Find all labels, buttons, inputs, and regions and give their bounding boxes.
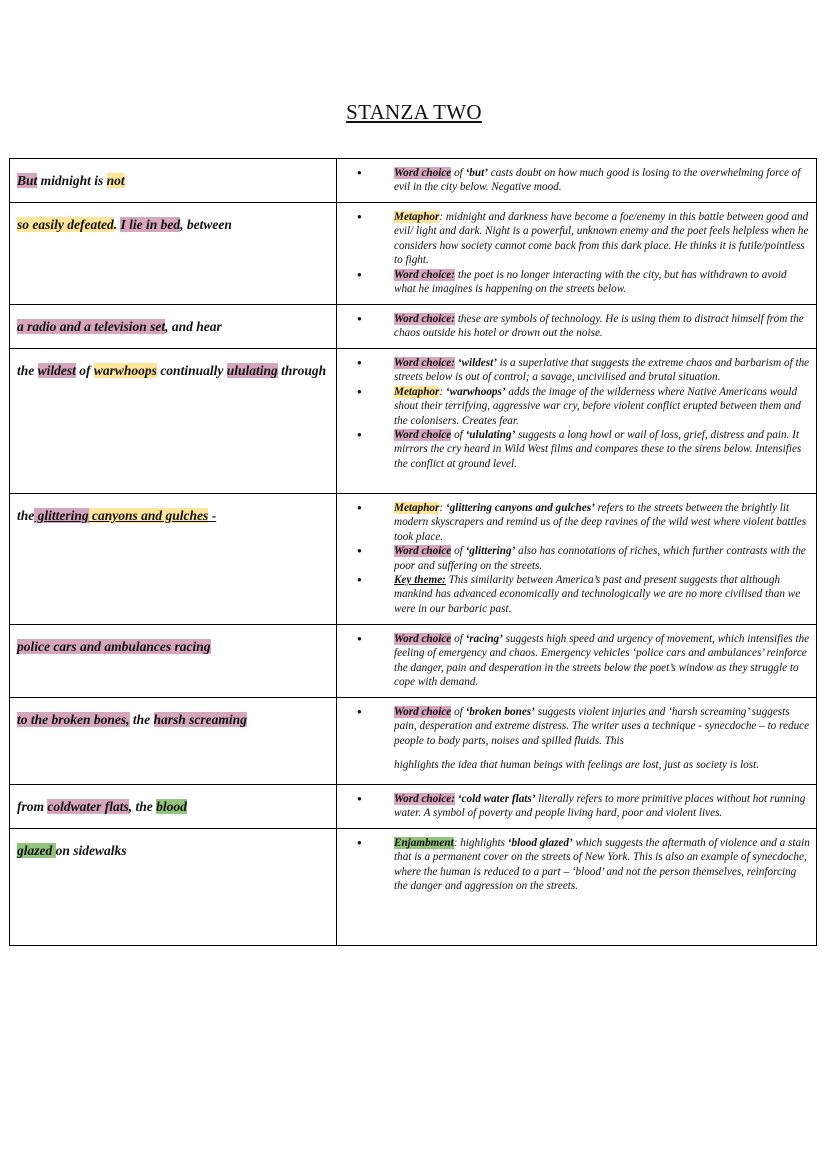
- analysis-text: highlights the idea that human beings with feelings are lost, just as society is lost.: [394, 759, 760, 772]
- analysis-text: these are symbols of technology. He is using them to distract himself from the chaos outside his hotel or drown out the noise.: [394, 313, 804, 340]
- analysis-bullet: [357, 385, 810, 428]
- analysis-text: This similarity between America’s past and present suggests that although mankind has advanced economically and technologically we are no more civilised than we were in our barbaric past.: [394, 574, 801, 615]
- highlighted-quote-segment: blood: [156, 799, 187, 814]
- highlighted-quote-segment: coldwater flats: [47, 799, 129, 814]
- analysis-cell: [337, 625, 817, 698]
- analysis-text: suggests a long howl or wail of loss, grief, distress and pain. It mirrors the cry heard in Wild West films and compares these to the sirens below. Intensifies the conflict at ground level.: [394, 429, 802, 470]
- highlighted-quote-segment: to the broken bones,: [17, 712, 130, 727]
- quote-segment: from: [17, 799, 48, 814]
- poem-line-cell: [10, 349, 337, 494]
- table-row: [10, 625, 817, 698]
- analysis-bullet: [357, 544, 810, 573]
- technique-label: Metaphor: [394, 502, 440, 514]
- quoted-phrase: ‘glittering’: [465, 545, 516, 558]
- analysis-text: of: [451, 633, 466, 645]
- analysis-text: :: [439, 502, 446, 514]
- analysis-bullet: [357, 632, 810, 690]
- technique-label: Word choice:: [394, 357, 456, 369]
- technique-label: Metaphor: [394, 385, 440, 398]
- analysis-text: casts doubt on how much good is losing to the overwhelming force of evil in the city below. Negative mood.: [394, 167, 801, 194]
- analysis-bullet: [357, 356, 810, 385]
- analysis-bullet-list: [357, 210, 810, 296]
- poem-line-cell: [10, 494, 337, 625]
- table-row: [10, 305, 817, 349]
- analysis-cell: [337, 203, 817, 305]
- line-gap: [394, 748, 810, 758]
- table-row: [10, 698, 817, 785]
- analysis-bullet-list: [357, 792, 810, 821]
- analysis-table-body: [10, 159, 817, 946]
- analysis-cell: [337, 494, 817, 625]
- analysis-text: of: [451, 545, 466, 558]
- table-row: [10, 785, 817, 829]
- analysis-text: suggests violent injuries and ‘harsh screaming’ suggests pain, desperation and extreme distress. The writer uses a technique - synecdoche – to reduce people to body parts, noises and spilled fluids. This: [394, 706, 810, 747]
- highlighted-quote-segment: glittering: [34, 508, 89, 523]
- analysis-text: literally refers to more primitive places without hot running water. A symbol of poverty and people living hard, poor and violent lives.: [394, 793, 806, 820]
- analysis-bullet: [357, 210, 810, 268]
- analysis-text: refers to the streets between the brightly lit modern skyscrapers and remind us of the deep ravines of the wild west where violent battles took place.: [394, 502, 807, 543]
- analysis-cell: [337, 349, 817, 494]
- quote-segment: the: [17, 363, 38, 378]
- quote-segment: of: [75, 363, 94, 378]
- analysis-text: the poet is no longer interacting with the city, but has withdrawn to avoid what he imagines is happening on the streets below.: [394, 268, 787, 296]
- analysis-bullet-list: [357, 356, 810, 471]
- poem-line-cell: [10, 625, 337, 698]
- analysis-text: suggests high speed and urgency of movement, which intensifies the feeling of emergency and chaos. Emergency vehicles ‘police cars and ambulances’ reinforce the danger, pain and desperation in the streets below the poet’s window as they struggle to cope with demand.: [394, 633, 810, 689]
- analysis-cell: [337, 829, 817, 946]
- analysis-bullet-list: [357, 312, 810, 341]
- analysis-cell: [337, 305, 817, 349]
- table-row: [10, 349, 817, 494]
- table-row: [10, 159, 817, 203]
- quoted-phrase: ‘warwhoops’: [445, 385, 506, 398]
- analysis-bullet: [357, 573, 810, 616]
- analysis-bullet: [357, 705, 810, 773]
- poem-line-cell: [10, 698, 337, 785]
- quoted-phrase: ‘wildest’: [457, 357, 497, 369]
- quote-segment: on sidewalks: [55, 843, 127, 858]
- highlighted-quote-segment: glazed: [17, 843, 56, 858]
- technique-label: Enjambment: [394, 837, 454, 849]
- analysis-text: :: [439, 385, 446, 398]
- analysis-text: is a superlative that suggests the extreme chaos and barbarism of the streets below is out of control; a savage, uncivilised and brutal situation.: [394, 357, 810, 384]
- analysis-table: [9, 158, 817, 946]
- analysis-cell: [337, 698, 817, 785]
- analysis-bullet-list: [357, 836, 810, 894]
- quote-segment: , and hear: [165, 319, 222, 334]
- poem-line-cell: [10, 159, 337, 203]
- technique-label: Word choice:: [394, 268, 456, 281]
- table-row: [10, 494, 817, 625]
- highlighted-quote-segment: police cars and ambulances racing: [17, 639, 211, 654]
- table-row: [10, 203, 817, 305]
- table-row: [10, 829, 817, 946]
- highlighted-quote-segment: I lie in bed: [120, 217, 181, 232]
- technique-label: Word choice: [394, 545, 452, 558]
- highlighted-quote-segment: But: [17, 173, 38, 188]
- quote-segment: through: [277, 363, 327, 378]
- analysis-bullet-list: [357, 632, 810, 690]
- highlighted-quote-segment: a radio and a television set: [17, 319, 166, 334]
- analysis-bullet: [357, 792, 810, 821]
- analysis-text: also has connotations of riches, which further contrasts with the poor and suffering on the streets.: [394, 545, 806, 572]
- quote-segment: the: [17, 508, 35, 523]
- analysis-text: : midnight and darkness have become a foe/enemy in this battle between good and evil/ light and dark. Night is a powerful, unknown enemy and the poet feels helpless when he considers how society cannot come back from this dark place. He thinks it is futile/pointless to fight.: [394, 211, 809, 267]
- technique-label: Metaphor: [394, 211, 440, 223]
- quoted-phrase: ‘ululating’: [465, 429, 516, 442]
- poem-line-cell: [10, 829, 337, 946]
- analysis-text: of: [451, 706, 466, 718]
- highlighted-quote-segment: warwhoops: [93, 363, 157, 378]
- poem-line-cell: [10, 305, 337, 349]
- analysis-bullet: [357, 312, 810, 341]
- technique-label: Word choice:: [394, 313, 456, 325]
- technique-label: Word choice: [394, 429, 452, 442]
- quote-segment: , between: [180, 217, 232, 232]
- quote-segment: -: [208, 508, 217, 523]
- highlighted-quote-segment: canyons and gulches: [88, 508, 209, 523]
- technique-label: Word choice: [394, 167, 452, 179]
- analysis-text: : highlights: [453, 837, 508, 849]
- quote-segment: .: [113, 217, 121, 232]
- highlighted-quote-segment: harsh screaming: [153, 712, 247, 727]
- technique-label: Word choice:: [394, 793, 456, 805]
- analysis-text: which suggests the aftermath of violence and a stain that is a permanent cover on the streets of New York. This is also an example of synecdoche, where the human is reduced to a part – ‘blood’ and not the person themselves, reinforcing the danger and aggression on the streets.: [394, 837, 810, 893]
- analysis-text: adds the image of the wilderness where Native Americans would shout their terrifying, aggressive war cry, before violent conflict erupted between them and the colonisers. Creates fear.: [394, 385, 801, 427]
- quoted-phrase: ‘but’: [465, 167, 488, 179]
- analysis-bullet: [357, 428, 810, 471]
- technique-label: Word choice: [394, 706, 452, 718]
- analysis-bullet: [357, 268, 810, 297]
- quoted-phrase: ‘racing’: [465, 633, 503, 645]
- analysis-text: of: [451, 429, 466, 442]
- technique-label: Word choice: [394, 633, 452, 645]
- technique-label: Key theme:: [394, 574, 446, 587]
- quoted-phrase: ‘glittering canyons and gulches’: [445, 502, 595, 514]
- analysis-text: of: [451, 167, 466, 179]
- quote-segment: , the: [128, 799, 157, 814]
- poem-line-cell: [10, 785, 337, 829]
- quote-segment: midnight is: [37, 173, 107, 188]
- poem-line-cell: [10, 203, 337, 305]
- highlighted-quote-segment: wildest: [37, 363, 76, 378]
- highlighted-quote-segment: not: [106, 173, 125, 188]
- highlighted-quote-segment: ululating: [226, 363, 278, 378]
- analysis-bullet-list: [357, 501, 810, 616]
- analysis-cell: [337, 159, 817, 203]
- analysis-bullet: [357, 166, 810, 195]
- analysis-bullet: [357, 836, 810, 894]
- analysis-cell: [337, 785, 817, 829]
- quoted-phrase: ‘blood glazed’: [507, 837, 573, 849]
- page-title: STANZA TWO: [346, 100, 482, 124]
- analysis-bullet-list: [357, 705, 810, 773]
- highlighted-quote-segment: so easily defeated: [17, 217, 114, 232]
- quote-segment: the: [129, 712, 154, 727]
- analysis-bullet: [357, 501, 810, 544]
- quote-segment: continually: [156, 363, 227, 378]
- quoted-phrase: ‘cold water flats’: [457, 793, 536, 805]
- analysis-bullet-list: [357, 166, 810, 195]
- quoted-phrase: ‘broken bones’: [465, 706, 535, 718]
